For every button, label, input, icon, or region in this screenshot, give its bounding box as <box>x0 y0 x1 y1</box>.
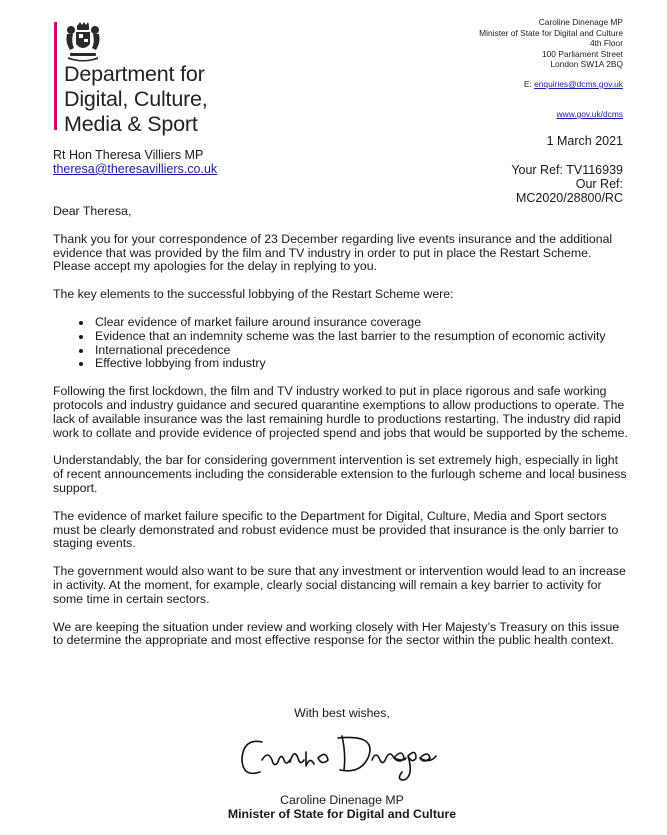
sender-website-line <box>557 109 623 119</box>
your-reference: Your Ref: TV116939 <box>511 163 623 177</box>
sender-address <box>479 17 623 70</box>
brand-color-bar <box>54 22 57 130</box>
email-prefix: E: <box>523 79 535 89</box>
list-item: • Effective lobbying from industry <box>93 357 631 371</box>
sender-email-line <box>524 79 623 89</box>
sender-email-link[interactable]: enquiries@dcms.gov.uk <box>534 79 623 89</box>
reference-block <box>511 163 623 205</box>
paragraph-2: The key elements to the successful lobbying of the Restart Scheme were: <box>53 287 454 302</box>
signatory-title: Minister of State for Digital and Culture <box>227 807 457 821</box>
paragraph-4: Understandably, the bar for considering government intervention is set extremely high, especially in light of recent announcements including the considerable extension to the furlough scheme and local business support. <box>53 453 627 495</box>
letter-body <box>53 205 631 662</box>
recipient-block <box>53 148 217 176</box>
department-line-2: Digital, Culture, <box>64 87 208 111</box>
signature-block <box>53 793 631 821</box>
list-item: • Evidence that an indemnity scheme was the last barrier to the resumption of economic activity <box>93 330 631 344</box>
signatory-name: Caroline Dinenage MP <box>280 793 404 807</box>
paragraph-3: Following the first lockdown, the film and TV industry worked to put in place rigorous and safe working protocols and industry guidance and secured quarantine exemptions to allow productions to operate. The lack of available insurance was the last remaining hurdle to productions restarting. The industry did rapid work to collate and provide evidence of projected spend and jobs that would be supported by the scheme. <box>53 384 628 440</box>
salutation: Dear Theresa, <box>53 204 132 218</box>
letter-date: 1 March 2021 <box>546 134 623 148</box>
paragraph-6: The government would also want to be sure that any investment or intervention would lead to an increase in activity. At the moment, for example, clearly social distancing will remain a key barrier to activity for some time in certain sectors. <box>53 564 626 606</box>
list-item: • International precedence <box>93 344 631 358</box>
sender-name: Caroline Dinenage MP <box>538 17 623 27</box>
sender-city: London SW1A 2BQ <box>550 59 623 70</box>
royal-crest-logo <box>62 22 104 62</box>
sender-street: 100 Parliament Street <box>541 48 623 59</box>
sender-floor: 4th Floor <box>589 38 623 49</box>
recipient-name: Rt Hon Theresa Villiers MP <box>53 148 204 162</box>
key-elements-list <box>53 316 631 371</box>
department-line-1: Department for <box>64 62 205 86</box>
paragraph-7: We are keeping the situation under review and working closely with Her Majesty’s Treasury on this issue to determine the appropriate and most effective response for the sector within the public health context. <box>53 619 620 648</box>
paragraph-1: Thank you for your correspondence of 23 December regarding live events insurance and the additional evidence that was provided by the film and TV industry in order to put in place the Restart Scheme. Please accept my apologies for the delay in replying to you. <box>53 231 613 274</box>
our-reference-value: MC2020/28800/RC <box>515 191 623 205</box>
closing: With best wishes, <box>294 706 390 720</box>
list-item: • Clear evidence of market failure around insurance coverage <box>93 316 631 330</box>
paragraph-5: The evidence of market failure specific to the Department for Digital, Culture, Media and Sport sectors must be clearly demonstrated and robust evidence must be provided that insurance is the only barrier to staging events. <box>53 508 619 551</box>
department-name <box>64 62 208 137</box>
sender-website-link[interactable]: www.gov.uk/dcms <box>556 109 623 119</box>
recipient-email-link[interactable]: theresa@theresavilliers.co.uk <box>53 162 218 176</box>
department-line-3: Media & Sport <box>64 112 198 136</box>
handwritten-signature <box>232 728 452 786</box>
our-reference-label: Our Ref: <box>575 177 623 191</box>
sender-role: Minister of State for Digital and Culture <box>479 27 623 38</box>
